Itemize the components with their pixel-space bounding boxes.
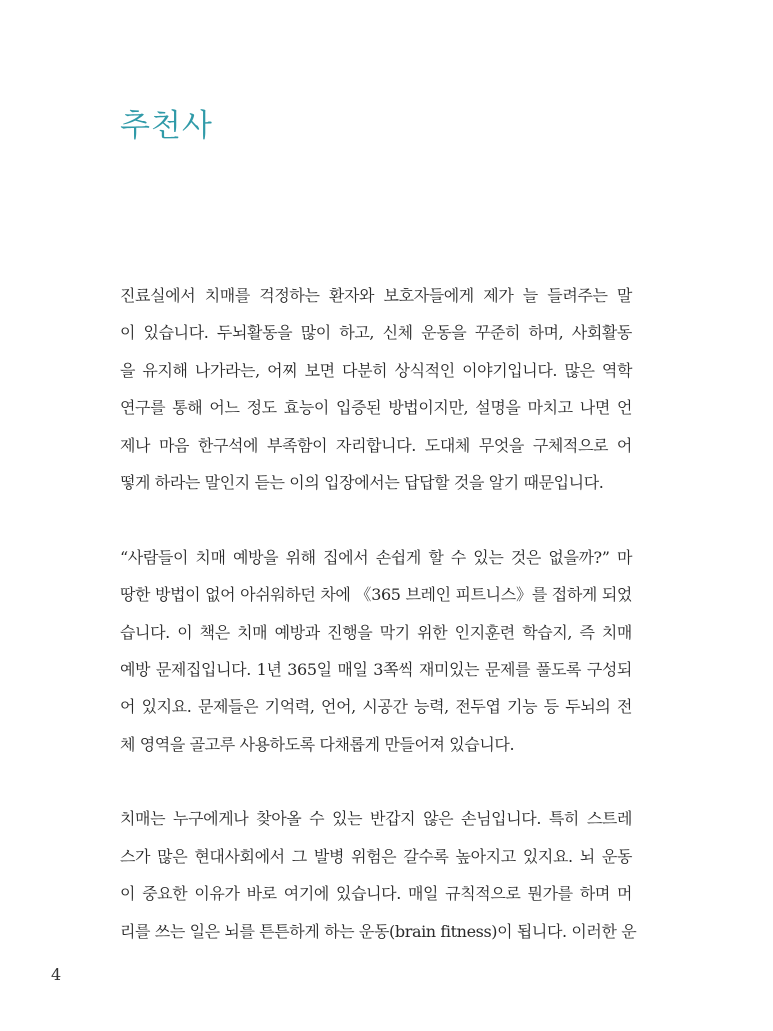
paragraph-gap [120,763,632,800]
page-number: 4 [51,965,62,984]
paragraph-3 [120,800,637,950]
text-line: “사람들이 치매 예방을 위해 집에서 손쉽게 할 수 있는 것은 없을까?” 마 [120,547,632,567]
text-line: 연구를 통해 어느 정도 효능이 입증된 방법이지만, 설명을 마치고 나면 언 [120,398,632,418]
body-text [120,277,637,950]
text-line: 이 중요한 이유가 바로 여기에 있습니다. 매일 규칙적으로 뭔가를 하며 머 [120,884,632,904]
text-line: 스가 많은 현대사회에서 그 발병 위험은 갈수록 높아지고 있지요. 뇌 운동 [120,846,632,866]
text-line: 을 유지해 나가라는, 어찌 보면 다분히 상식적인 이야기입니다. 많은 역학 [120,360,632,380]
paragraph-2 [120,539,632,763]
text-line: 예방 문제집입니다. 1년 365일 매일 3쪽씩 재미있는 문제를 풀도록 구성되 [120,659,632,679]
text-line: 이 있습니다. 두뇌활동을 많이 하고, 신체 운동을 꾸준히 하며, 사회활동 [120,323,632,343]
text-line: 치매는 누구에게나 찾아올 수 있는 반갑지 않은 손님입니다. 특히 스트레 [120,809,632,829]
text-line: 체 영역을 골고루 사용하도록 다채롭게 만들어져 있습니다. [120,734,515,754]
text-line: 떻게 하라는 말인지 듣는 이의 입장에서는 답답할 것을 알기 때문입니다. [120,472,604,492]
paragraph-1 [120,277,632,501]
page-title: 추천사 [120,108,213,144]
text-line: 제나 마음 한구석에 부족함이 자리합니다. 도대체 무엇을 구체적으로 어 [120,435,632,455]
text-line: 진료실에서 치매를 걱정하는 환자와 보호자들에게 제가 늘 들려주는 말 [120,286,632,305]
text-line: 땅한 방법이 없어 아쉬워하던 차에 《365 브레인 피트니스》를 접하게 되었 [120,585,632,605]
paragraph-gap [120,501,632,538]
text-line: 어 있지요. 문제들은 기억력, 언어, 시공간 능력, 전두엽 기능 등 두뇌의 전 [120,697,632,717]
text-line: 습니다. 이 책은 치매 예방과 진행을 막기 위한 인지훈련 학습지, 즉 치매 [120,622,632,642]
text-line: 리를 쓰는 일은 뇌를 튼튼하게 하는 운동(brain fitness)이 됩니다. 이러한 운 [120,921,637,941]
